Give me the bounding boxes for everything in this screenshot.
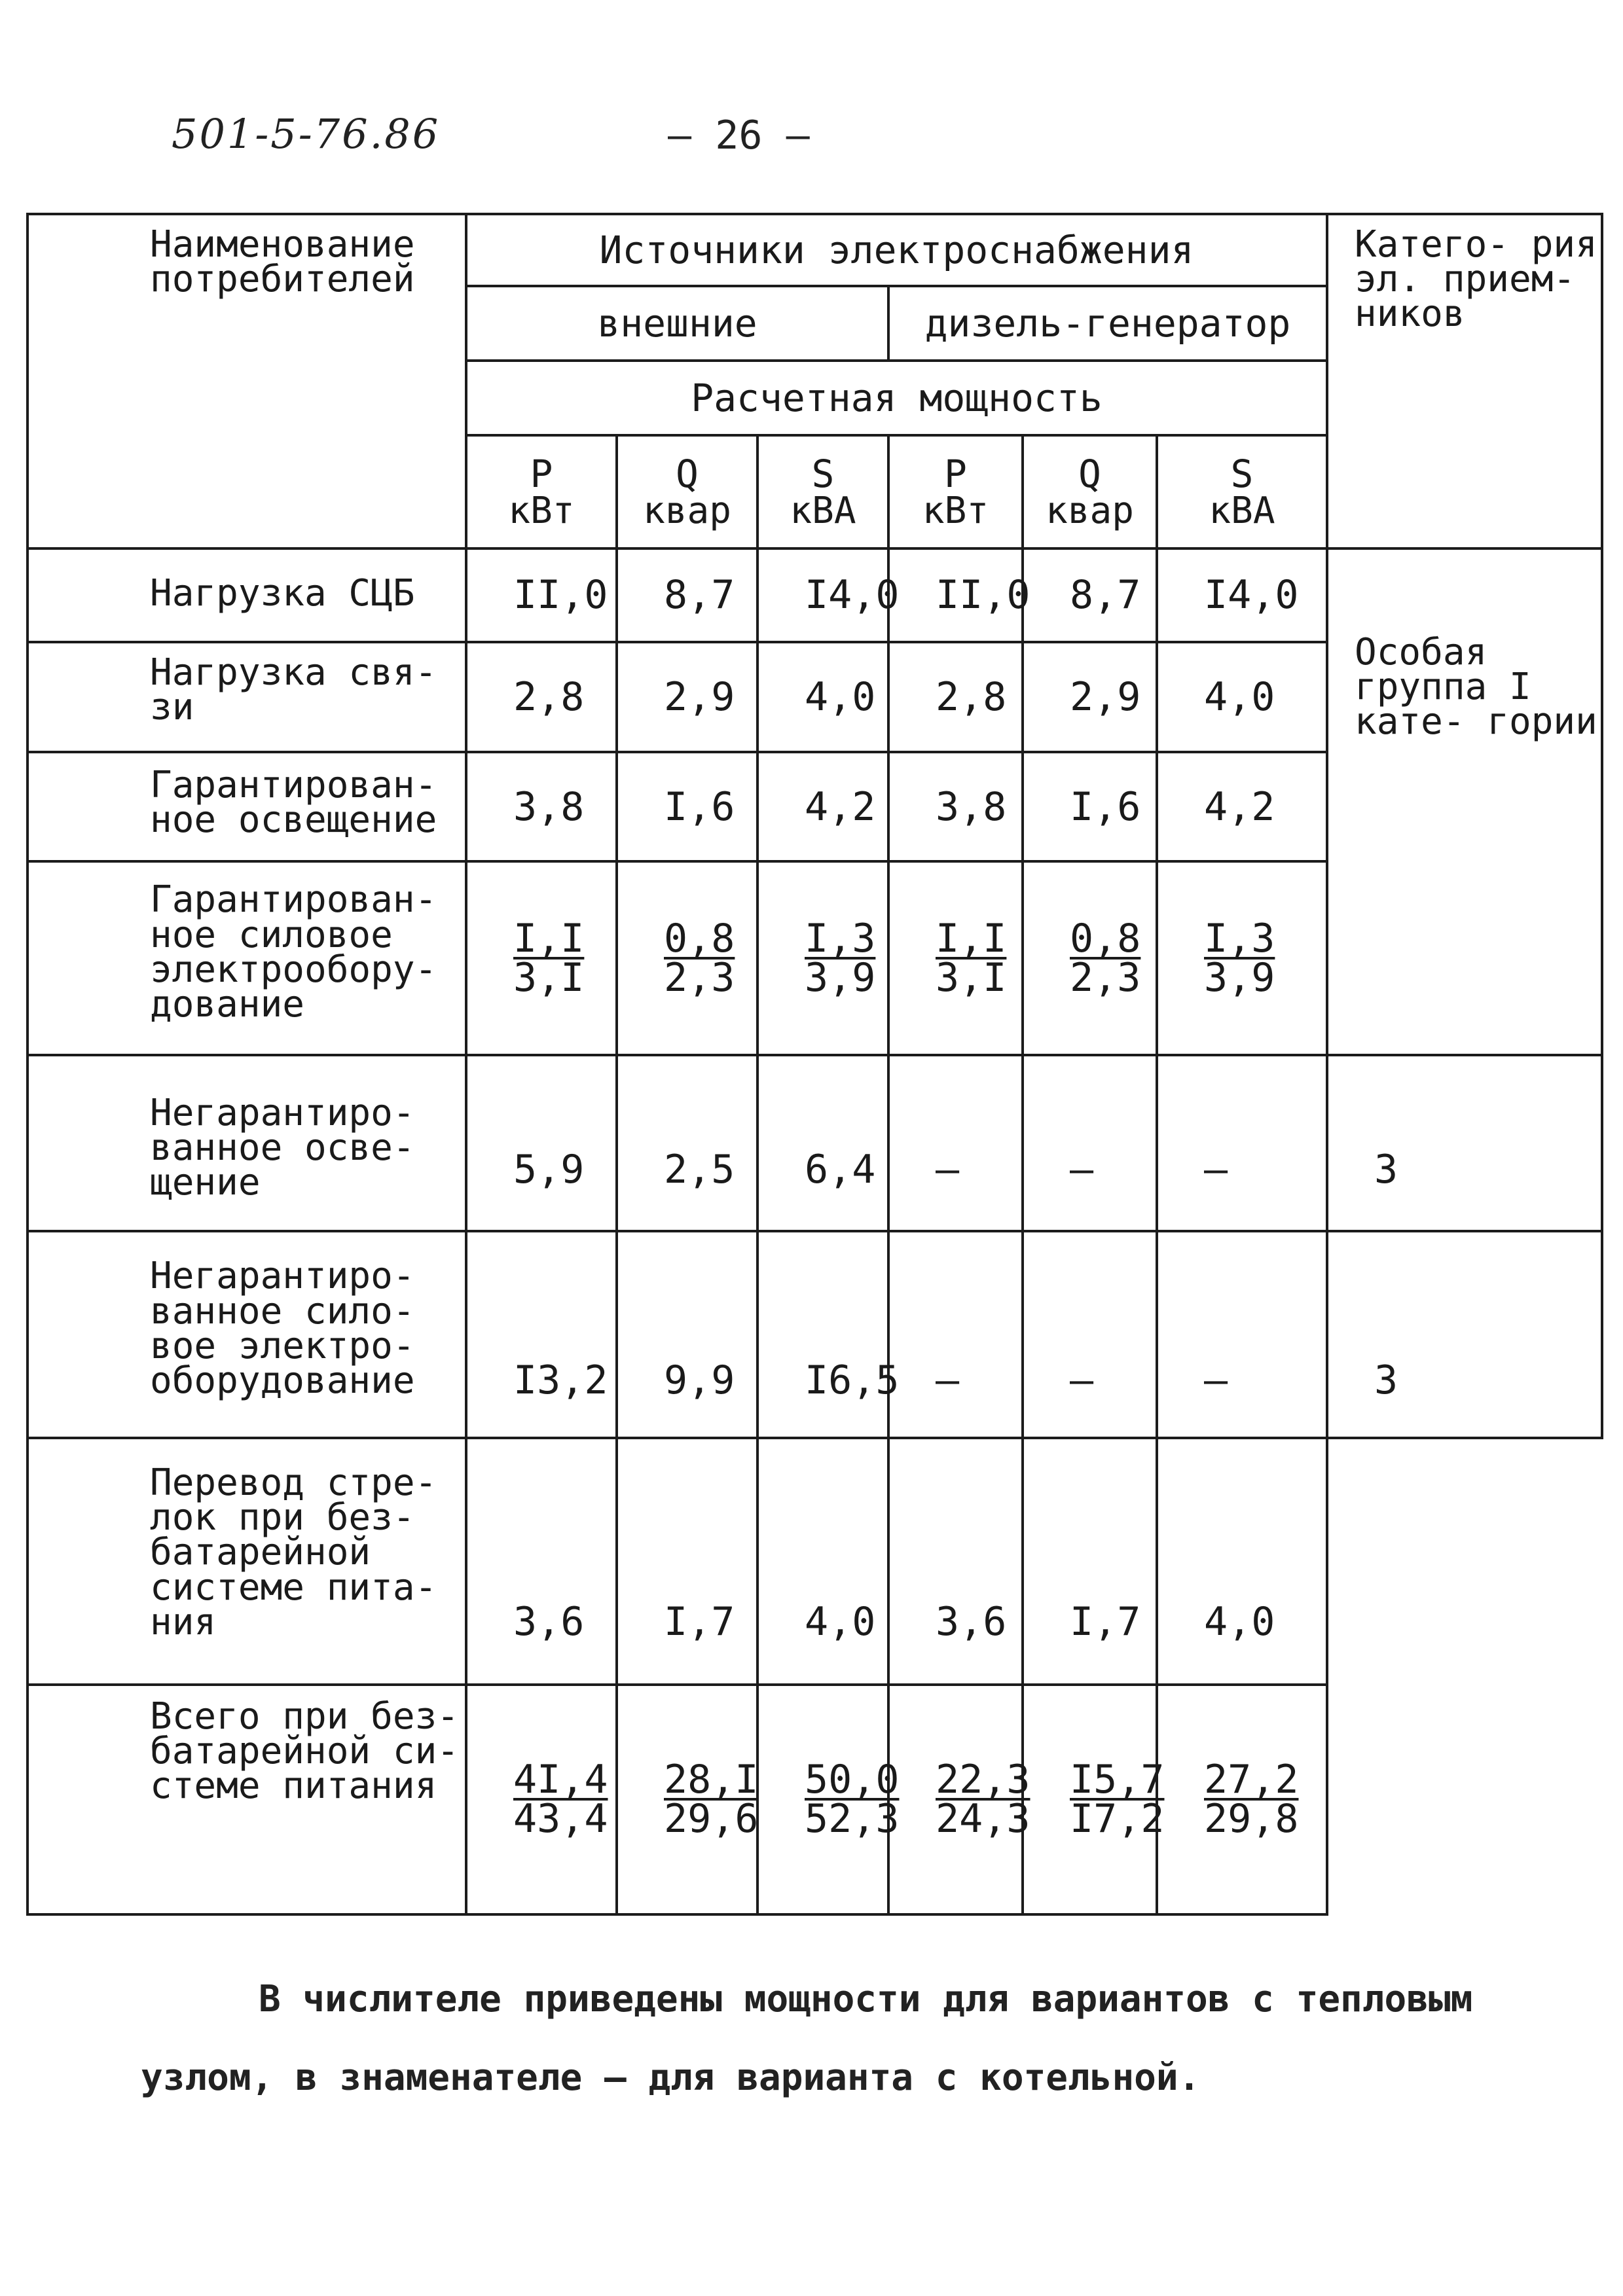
table-cell: I,6 [1023, 752, 1157, 862]
table-cell: 2,9 [617, 642, 757, 752]
table-cell: I4,0 [757, 548, 888, 642]
table-cell: 4,0 [1157, 1438, 1327, 1685]
table-cell: 22,3 24,3 [888, 1685, 1023, 1914]
unit-header: S кВА [757, 435, 888, 548]
category-header: Катего- рия эл. прием- ников [1327, 214, 1602, 548]
table-row-name: Нагрузка СЦБ [27, 548, 466, 642]
table-cell: 4,0 [757, 642, 888, 752]
footnote-line: В числителе приведены мощности для вариантов с тепловым [259, 1978, 1473, 2020]
page-number: – 26 – [668, 113, 810, 158]
table-row-name: Перевод стре- лок при без- батарейной системе пита- ния [27, 1438, 466, 1685]
table-cell: 4,2 [1157, 752, 1327, 862]
table-cell: II,0 [466, 548, 617, 642]
table-row-name: Гарантирован- ное силовое электрообору- дование [27, 861, 466, 1054]
table-cell: I,I 3,I [466, 861, 617, 1054]
table-cell: 4I,4 43,4 [466, 1685, 617, 1914]
table-cell: 0,8 2,3 [1023, 861, 1157, 1054]
table-cell: I,3 3,9 [1157, 861, 1327, 1054]
unit-header: Q квар [1023, 435, 1157, 548]
table-cell: I,7 [1023, 1438, 1157, 1685]
table-cell: 4,2 [757, 752, 888, 862]
sources-header: Источники электроснабжения [466, 214, 1327, 286]
table-cell: 3,8 [888, 752, 1023, 862]
table-row-name: Негарантиро- ванное сило- вое электро- оборудование [27, 1231, 466, 1438]
table-cell: 8,7 [1023, 548, 1157, 642]
document-code: 501-5-76.86 [172, 110, 441, 158]
table-row-name: Нагрузка свя- зи [27, 642, 466, 752]
table-cell: 2,9 [1023, 642, 1157, 752]
consumer-name-header: Наименование потребителей [27, 214, 466, 548]
table-cell: 2,8 [888, 642, 1023, 752]
table-cell: 50,0 52,3 [757, 1685, 888, 1914]
power-table [26, 213, 1603, 1916]
table-cell: 28,I 29,6 [617, 1685, 757, 1914]
unit-header: P кВт [466, 435, 617, 548]
table-cell: 3,8 [466, 752, 617, 862]
table-row-name: Негарантиро- ванное осве- щение [27, 1055, 466, 1232]
table-cell: – [1023, 1055, 1157, 1232]
table-cell: II,0 [888, 548, 1023, 642]
footnote-line: узлом, в знаменателе – для варианта с котельной. [141, 2056, 1201, 2099]
table-cell: I,I 3,I [888, 861, 1023, 1054]
table-cell: 2,8 [466, 642, 617, 752]
table-cell: I3,2 [466, 1231, 617, 1438]
table-cell: 6,4 [757, 1055, 888, 1232]
table-cell: I5,7 I7,2 [1023, 1685, 1157, 1914]
table-cell: – [1023, 1231, 1157, 1438]
table-cell: 4,0 [1157, 642, 1327, 752]
table-cell: 27,2 29,8 [1157, 1685, 1327, 1914]
table-cell: – [1157, 1231, 1327, 1438]
unit-header: S кВА [1157, 435, 1327, 548]
table-cell: I,7 [617, 1438, 757, 1685]
external-sources-header: внешние [466, 286, 888, 361]
table-cell: 5,9 [466, 1055, 617, 1232]
table-cell: 3,6 [466, 1438, 617, 1685]
table-cell: 0,8 2,3 [617, 861, 757, 1054]
table-row-name: Всего при без- батарейной си- стеме питания [27, 1685, 466, 1914]
table-cell: I,6 [617, 752, 757, 862]
category-cell: 3 [1327, 1055, 1602, 1232]
table-cell: – [1157, 1055, 1327, 1232]
special-category-cell: Особая группа I кате- гории [1327, 548, 1602, 1055]
table-cell: 9,9 [617, 1231, 757, 1438]
table-cell: I4,0 [1157, 548, 1327, 642]
table-cell: 4,0 [757, 1438, 888, 1685]
table-cell: 8,7 [617, 548, 757, 642]
calculated-power-header: Расчетная мощность [466, 361, 1327, 435]
table-row-name: Гарантирован- ное освещение [27, 752, 466, 862]
table-cell: – [888, 1231, 1023, 1438]
table-cell: 3,6 [888, 1438, 1023, 1685]
diesel-generator-header: дизель-генератор [888, 286, 1327, 361]
table-cell: I6,5 [757, 1231, 888, 1438]
table-cell: I,3 3,9 [757, 861, 888, 1054]
unit-header: Q квар [617, 435, 757, 548]
footnote [141, 1960, 1516, 2117]
category-cell: 3 [1327, 1231, 1602, 1438]
table-cell: – [888, 1055, 1023, 1232]
table-cell: 2,5 [617, 1055, 757, 1232]
unit-header: P кВт [888, 435, 1023, 548]
